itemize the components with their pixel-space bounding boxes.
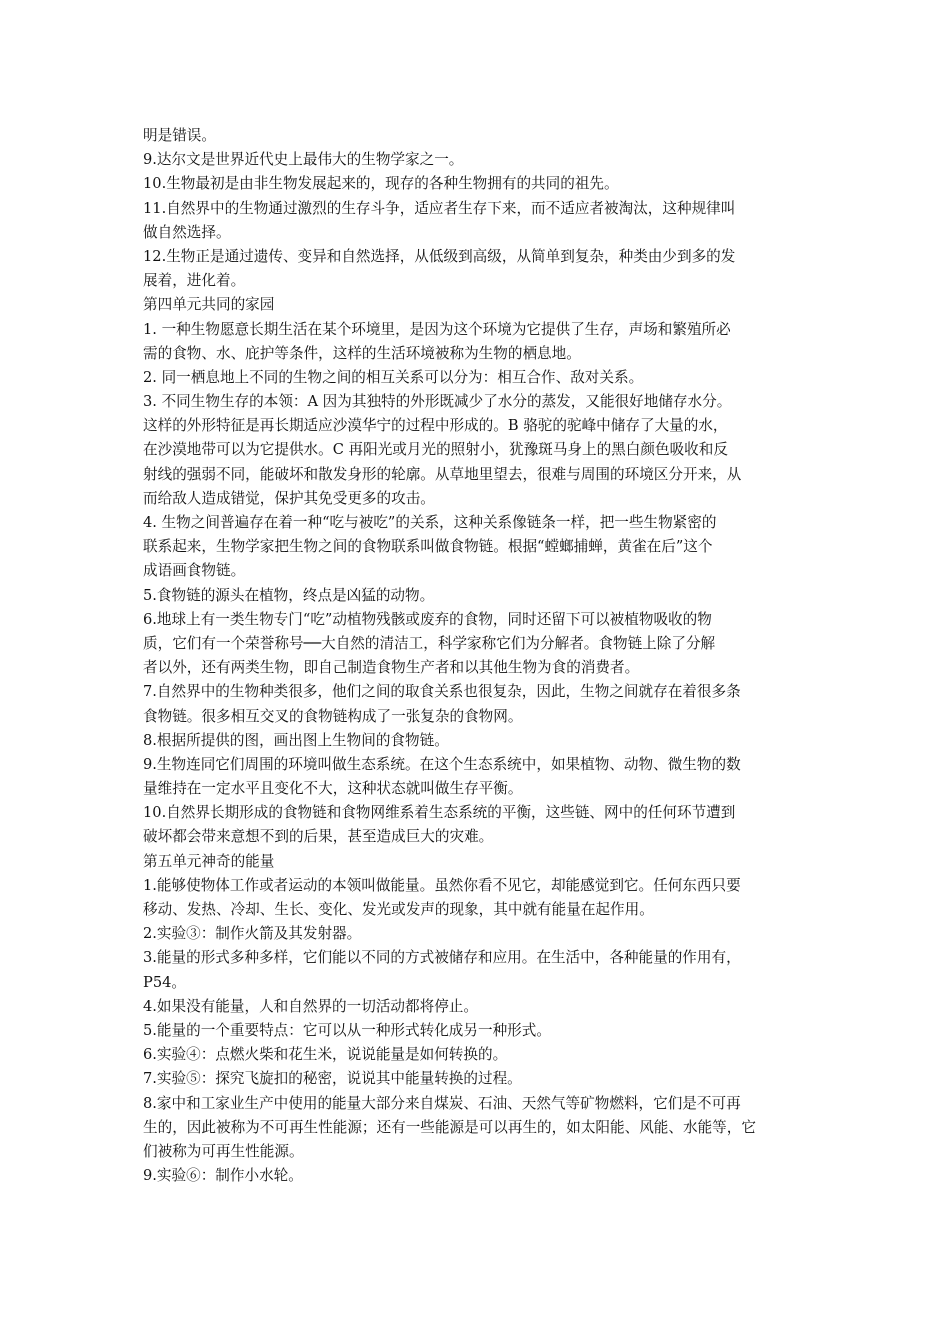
document-body (143, 124, 811, 1188)
text-line: 1.能够使物体工作或者运动的本领叫做能量。虽然你看不见它，却能感觉到它。任何东西只要 (143, 876, 741, 894)
text-line: 6.地球上有一类生物专门“吃”动植物残骸或废弃的食物，同时还留下可以被植物吸收的物 (143, 610, 712, 628)
text-line: 8.家中和工家业生产中使用的能量大部分来自煤炭、石油、天然气等矿物燃料，它们是不可再 (143, 1094, 741, 1112)
text-line: 3. 不同生物生存的本领：A 因为其独特的外形既减少了水分的蒸发，又能很好地储存水分。 (143, 393, 732, 411)
text-line: 在沙漠地带可以为它提供水。C 再阳光或月光的照射小，犹豫斑马身上的黑白颜色吸收和反 (143, 441, 728, 459)
text-line: 明是错误。 (143, 127, 216, 144)
text-line: P54。 (143, 973, 186, 991)
text-line: 4. 生物之间普遍存在着一种“吃与被吃”的关系，这种关系像链条一样，把一些生物紧密的 (143, 514, 717, 531)
text-line: 们被称为可再生性能源。 (143, 1142, 304, 1160)
text-line: 移动、发热、冷却、生长、变化、发光或发声的现象，其中就有能量在起作用。 (143, 901, 654, 918)
text-line: 5.能量的一个重要特点：它可以从一种形式转化成另一种形式。 (143, 1021, 551, 1039)
text-line: 6.实验④：点燃火柴和花生米，说说能量是如何转换的。 (143, 1046, 508, 1064)
text-line: 3.能量的形式多种多样，它们能以不同的方式被储存和应用。在生活中，各种能量的作用有， (143, 949, 741, 967)
text-line: 2. 同一栖息地上不同的生物之间的相互关系可以分为：相互合作、敌对关系。 (143, 368, 644, 386)
text-line: 7.自然界中的生物种类很多，他们之间的取食关系也很复杂，因此，生物之间就存在着很多条 (143, 683, 741, 701)
text-line: 而给敌人造成错觉，保护其免受更多的攻击。 (143, 489, 435, 507)
text-line: 1. 一种生物愿意长期生活在某个环境里，是因为这个环境为它提供了生存，声场和繁殖所必 (143, 320, 731, 338)
text-line: 需的食物、水、庇护等条件，这样的生活环境被称为生物的栖息地。 (143, 344, 581, 362)
text-line: 这样的外形特征是再长期适应沙漠华宁的过程中形成的。B 骆驼的驼峰中储存了大量的水， (143, 417, 728, 435)
text-line: 展着，进化着。 (143, 272, 246, 290)
section-heading-unit-4: 第四单元共同的家园 (143, 296, 275, 314)
text-line: 质，它们有一个荣誉称号──大自然的清洁工，科学家称它们为分解者。食物链上除了分解 (143, 634, 716, 652)
text-line: 成语画食物链。 (143, 562, 246, 580)
text-line: 破坏都会带来意想不到的后果，甚至造成巨大的灾难。 (143, 828, 494, 846)
text-line: 9.达尔文是世界近代史上最伟大的生物学家之一。 (143, 151, 464, 169)
text-line: 10.生物最初是由非生物发展起来的，现存的各种生物拥有的共同的祖先。 (143, 175, 619, 193)
text-line: 量维持在一定水平且变化不大，这种状态就叫做生存平衡。 (143, 780, 523, 798)
text-line: 联系起来，生物学家把生物之间的食物联系叫做食物链。根据“螳螂捕蝉，黄雀在后”这个 (143, 538, 713, 556)
text-line: 2.实验③：制作火箭及其发射器。 (143, 925, 362, 943)
text-line: 12.生物正是通过遗传、变异和自然选择，从低级到高级，从简单到复杂，种类由少到多的发 (143, 247, 736, 265)
text-line: 者以外，还有两类生物，即自己制造食物生产者和以其他生物为食的消费者。 (143, 659, 640, 677)
text-line: 7.实验⑤：探究飞旋扣的秘密，说说其中能量转换的过程。 (143, 1070, 522, 1088)
text-line: 8.根据所提供的图，画出图上生物间的食物链。 (143, 731, 449, 749)
section-heading-unit-5: 第五单元神奇的能量 (143, 852, 275, 870)
text-line: 射线的强弱不同，能破坏和散发身形的轮廓。从草地里望去，很难与周围的环境区分开来，从 (143, 465, 742, 483)
text-line: 9.生物连同它们周围的环境叫做生态系统。在这个生态系统中，如果植物、动物、微生物的数 (143, 755, 741, 773)
text-line: 食物链。很多相互交叉的食物链构成了一张复杂的食物网。 (143, 707, 523, 725)
text-line: 5.食物链的源头在植物，终点是凶猛的动物。 (143, 586, 435, 604)
text-line: 10.自然界长期形成的食物链和食物网维系着生态系统的平衡，这些链、网中的任何环节遭到 (143, 804, 736, 822)
text-line: 9.实验⑥：制作小水轮。 (143, 1167, 303, 1185)
text-line: 做自然选择。 (143, 223, 231, 241)
text-line: 生的，因此被称为不可再生性能源；还有一些能源是可以再生的，如太阳能、风能、水能等，它 (143, 1118, 756, 1136)
text-line: 11.自然界中的生物通过激烈的生存斗争，适应者生存下来，而不适应者被淘汰，这种规律叫 (143, 199, 736, 217)
text-line: 4.如果没有能量，人和自然界的一切活动都将停止。 (143, 997, 478, 1015)
